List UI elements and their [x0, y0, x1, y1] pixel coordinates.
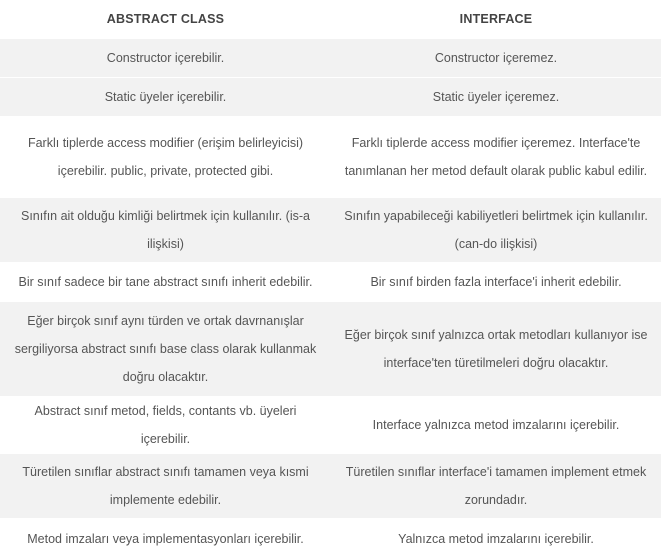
header-interface: INTERFACE — [331, 0, 661, 39]
interface-cell: Eğer birçok sınıf yalnızca ortak metodları kullanıyor ise interface'ten türetilmeleri doğru olacaktır. — [331, 302, 661, 397]
interface-cell: Interface yalnızca metod imzalarını içerebilir. — [331, 397, 661, 454]
table-row — [0, 39, 661, 78]
abstract-cell: Eğer birçok sınıf aynı türden ve ortak davrnanışlar sergiliyorsa abstract sınıfı base class olarak kullanmak doğru olacaktır. — [0, 302, 331, 397]
interface-cell: Türetilen sınıflar interface'i tamamen implement etmek zorundadır. — [331, 454, 661, 519]
abstract-cell: Constructor içerebilir. — [0, 39, 331, 78]
abstract-cell: Abstract sınıf metod, fields, contants vb. üyeleri içerebilir. — [0, 397, 331, 454]
interface-cell: Sınıfın yapabileceği kabiliyetleri belirtmek için kullanılır. (can-do ilişkisi) — [331, 198, 661, 263]
table-row — [0, 454, 661, 519]
abstract-cell: Türetilen sınıflar abstract sınıfı tamamen veya kısmi implemente edebilir. — [0, 454, 331, 519]
table-row — [0, 519, 661, 560]
header-abstract-class: ABSTRACT CLASS — [0, 0, 331, 39]
table-header-row — [0, 0, 661, 39]
interface-cell: Bir sınıf birden fazla interface'i inherit edebilir. — [331, 263, 661, 302]
table-row — [0, 397, 661, 454]
abstract-cell: Static üyeler içerebilir. — [0, 78, 331, 117]
interface-cell: Yalnızca metod imzalarını içerebilir. — [331, 519, 661, 560]
table-row — [0, 117, 661, 198]
table-row — [0, 78, 661, 117]
abstract-cell: Farklı tiplerde access modifier (erişim belirleyicisi) içerebilir. public, private, protected gibi. — [0, 117, 331, 198]
interface-cell: Farklı tiplerde access modifier içeremez. Interface'te tanımlanan her metod default olarak public kabul edilir. — [331, 117, 661, 198]
interface-cell: Constructor içeremez. — [331, 39, 661, 78]
table-row — [0, 302, 661, 397]
table-row — [0, 198, 661, 263]
abstract-cell: Sınıfın ait olduğu kimliği belirtmek için kullanılır. (is-a ilişkisi) — [0, 198, 331, 263]
abstract-cell: Bir sınıf sadece bir tane abstract sınıfı inherit edebilir. — [0, 263, 331, 302]
abstract-cell: Metod imzaları veya implementasyonları içerebilir. — [0, 519, 331, 560]
interface-cell: Static üyeler içeremez. — [331, 78, 661, 117]
table-row — [0, 263, 661, 302]
